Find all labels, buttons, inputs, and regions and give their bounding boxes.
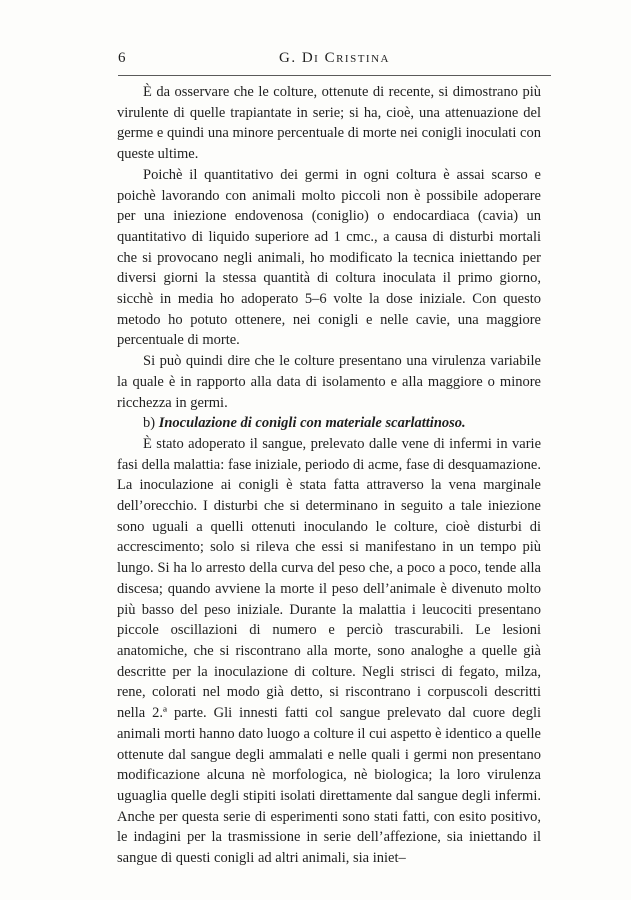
paragraph-virulence: Si può quindi dire che le colture presentano una virulenza variabile la quale è in rapporto alla data di isolamento e alla maggiore o minore ricchezza in germi. [117, 353, 541, 411]
paragraph-attenuation: È da osservare che le colture, ottenute di recente, si dimostrano più virulente di quelle trapiantate in serie; si ha, cioè, una attenuazione del germe e quindi una minore percentuale di morte nei conigli inoculati con queste ultime. [117, 84, 541, 163]
paragraph-scarlatina-inoculation: È stato adoperato il sangue, prelevato dalle vene di infermi in varie fasi della malattia: fase iniziale, periodo di acme, fase di desquamazione. La inoculazione ai conigli è stata fatta attraverso la vena marginale dell’orecchio. I disturbi che si determinano in seguito a tale iniezione sono uguali a quelli ottenuti inoculando le colture, cioè disturbi di accrescimento; solo si rileva che essi si manifestano in un tempo più lungo. Si ha lo arresto della curva del peso che, a poco a poco, tende alla discesa; quando avviene la morte il peso dell’animale è divenuto molto più basso del peso iniziale. Durante la malattia i leucociti presentano piccole oscillazioni di numero e perciò trascurabili. Le lesioni anatomiche, che si riscontrano alla morte, sono analoghe a quelle già descritte per la inoculazione di colture. Negli strisci di fegato, milza, rene, colorati nel modo già detto, si riscontrano i corpuscoli descritti nella 2.ª parte. Gli innesti fatti col sangue prelevato dal cuore degli animali morti hanno dato luogo a colture il cui aspetto è identico a quelle ottenute dal sangue degli ammalati e nelle quali i germi non presentano modificazione alcuna nè morfologica, nè biologica; la loro virulenza uguaglia quelle degli stipiti isolati direttamente dal sangue degli infermi. Anche per questa serie di esperimenti sono stati fatti, con esito positivo, le indagini per la trasmissione in serie dell’affezione, sia iniettando il sangue di questi conigli ad altri animali, sia iniet– [117, 435, 541, 867]
section-prefix: b) [143, 415, 156, 432]
section-heading-b [117, 413, 541, 434]
paragraph-technique: Poichè il quantitativo dei germi in ogni coltura è assai scarso e poichè lavorando con animali molto piccoli non è possibile adoperare per una iniezione endovenosa (coniglio) o endocardiaca (cavia) un quantitativo di liquido superiore ad 1 cmc., a causa di disturbi mortali che si provocano negli animali, ho modificato la tecnica iniettando per diversi giorni la stessa quantità di coltura inoculata il primo giorno, sicchè in media ho adoperato 5–6 volte la dose iniziale. Con questo metodo ho potuto ottenere, nei conigli e nelle cavie, una maggiore percentuale di morte. [117, 166, 541, 349]
page-number: 6 [118, 50, 127, 66]
section-title: Inoculazione di conigli con materiale scarlattinoso. [158, 415, 466, 432]
running-title: G. Di Cristina [279, 50, 390, 66]
running-head [118, 50, 551, 72]
body-text [117, 82, 541, 869]
header-rule [118, 75, 551, 76]
